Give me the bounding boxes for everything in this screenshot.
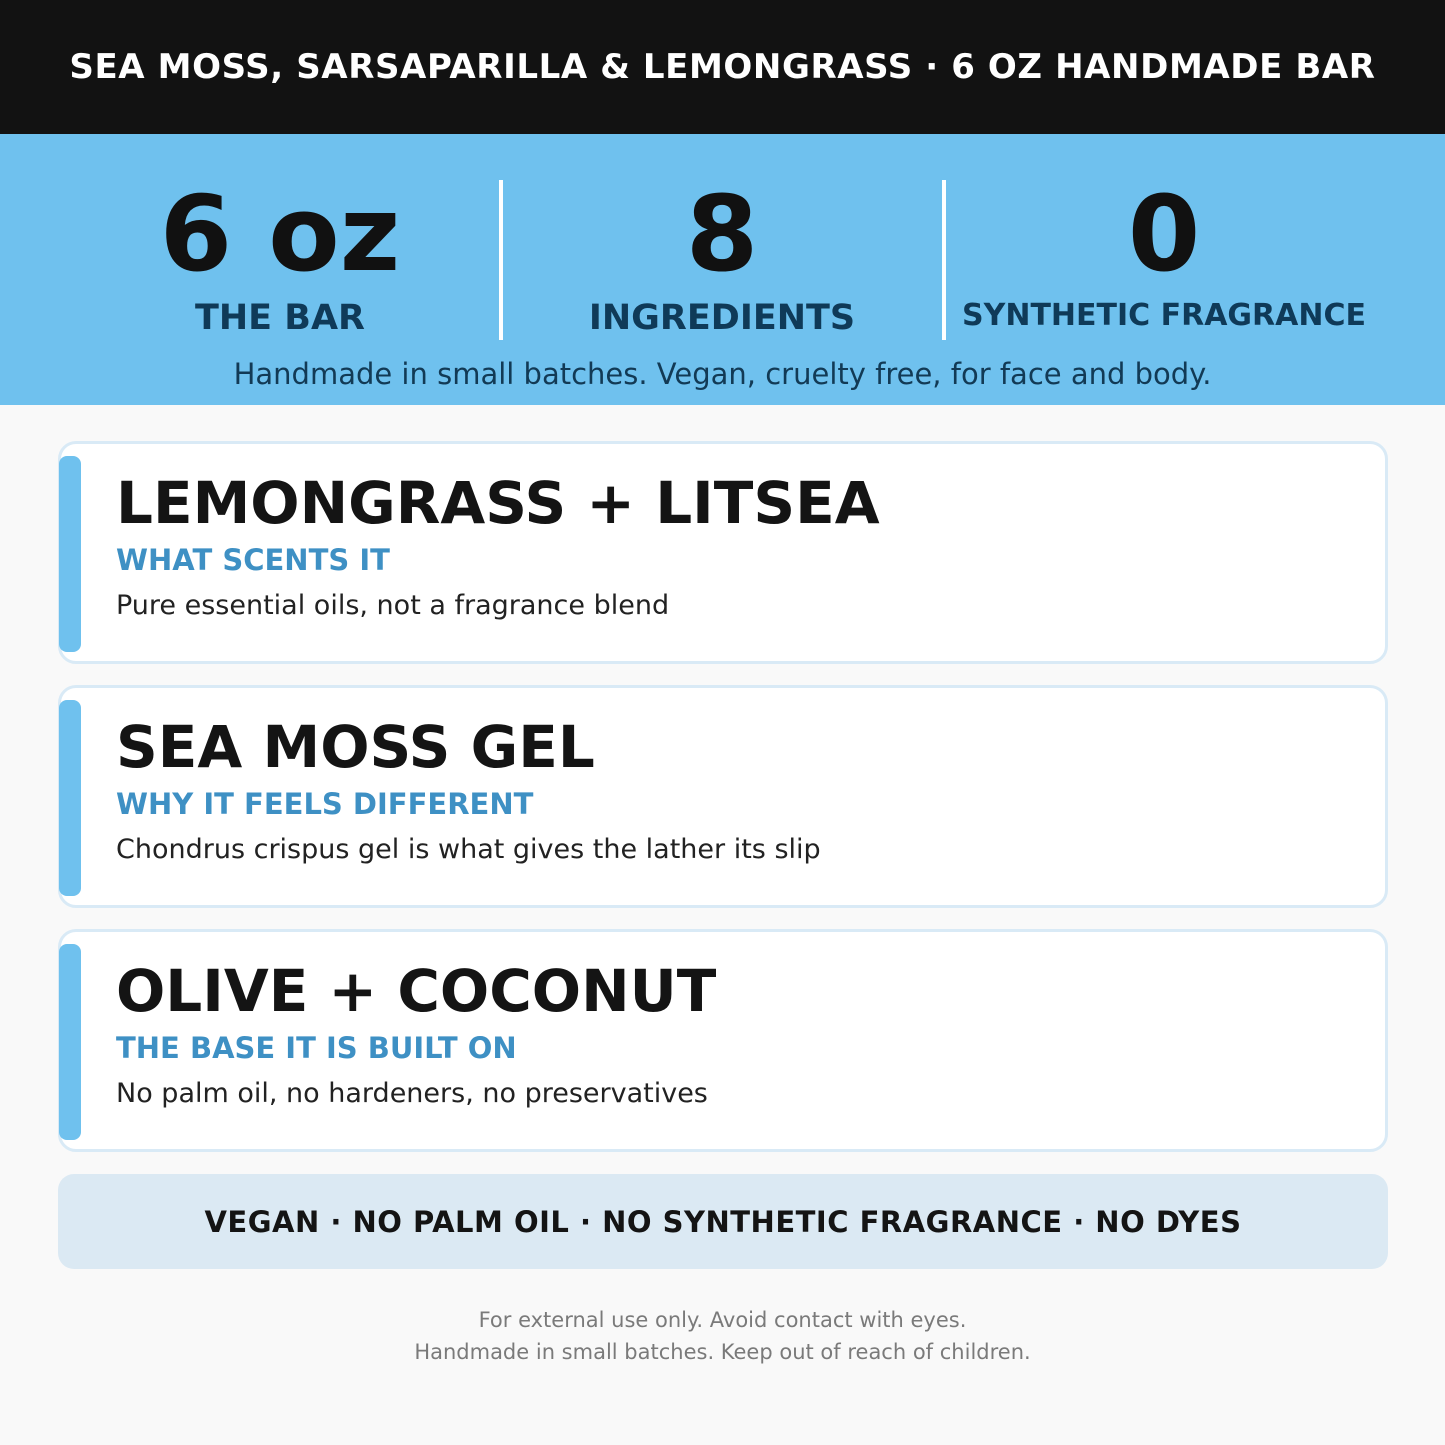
stats-tagline: Handmade in small batches. Vegan, cruelty free, for face and body. [233,357,1212,391]
card-description: No palm oil, no hardeners, no preservatives [116,1078,708,1109]
feature-card-sea-moss [58,685,1388,908]
feature-card-scent [58,441,1388,664]
stat-label: INGREDIENTS [588,298,856,338]
product-title: SEA MOSS, SARSAPARILLA & LEMONGRASS · 6 OZ HANDMADE BAR [69,47,1376,87]
footer-line: For external use only. Avoid contact with eyes. [478,1308,967,1332]
card-accent-bar [59,456,81,652]
card-heading: SEA MOSS GEL [116,713,595,781]
stat-label: THE BAR [195,298,365,338]
claims-banner [58,1174,1388,1269]
footer-disclaimer [0,1304,1445,1368]
stat-value: 0 [1127,173,1201,295]
card-accent-bar [59,944,81,1140]
card-subheading: WHY IT FEELS DIFFERENT [116,787,534,821]
stat-value: 6 oz [159,173,401,295]
feature-card-base-oils [58,929,1388,1152]
stats-panel [0,134,1445,405]
stat-label: SYNTHETIC FRAGRANCE [962,298,1366,333]
card-accent-bar [59,700,81,896]
card-heading: OLIVE + COCONUT [116,957,717,1025]
card-subheading: THE BASE IT IS BUILT ON [116,1031,517,1065]
card-description: Pure essential oils, not a fragrance blend [116,590,670,621]
card-description: Chondrus crispus gel is what gives the lather its slip [116,834,821,865]
footer-line: Handmade in small batches. Keep out of reach of children. [414,1340,1031,1364]
claims-text: VEGAN · NO PALM OIL · NO SYNTHETIC FRAGRANCE · NO DYES [204,1204,1242,1239]
stat-value: 8 [685,173,759,295]
header-bar [0,0,1445,134]
card-heading: LEMONGRASS + LITSEA [116,469,880,537]
card-subheading: WHAT SCENTS IT [116,543,390,577]
